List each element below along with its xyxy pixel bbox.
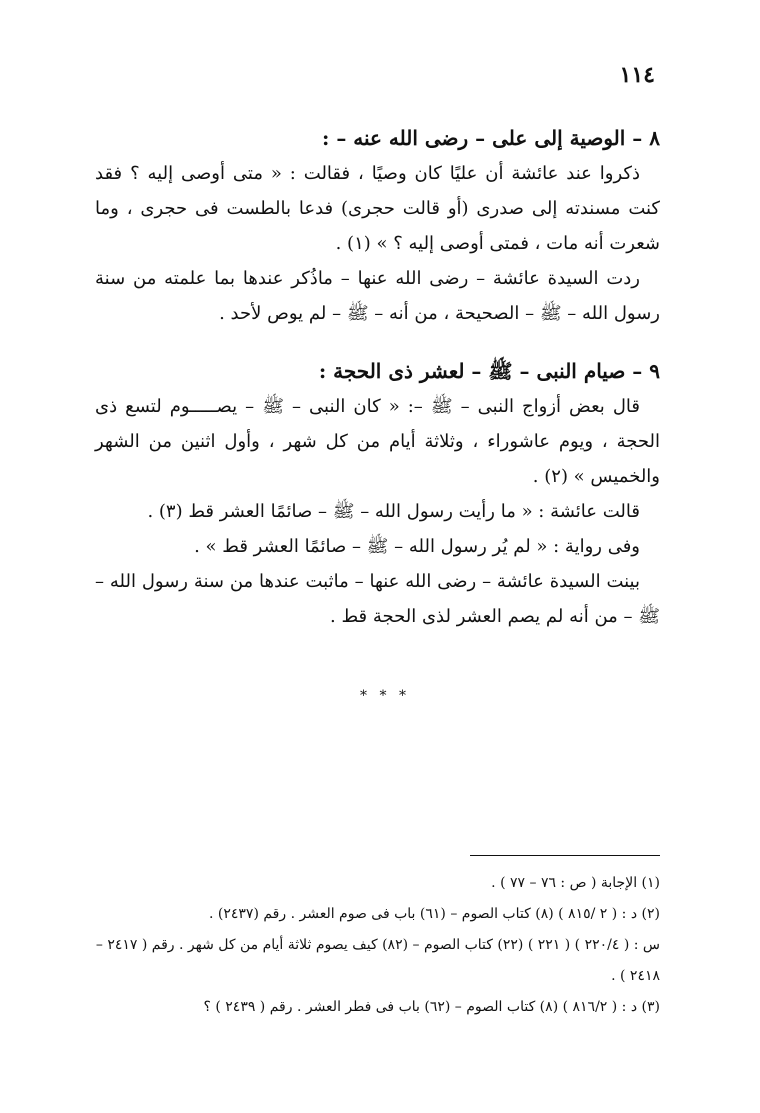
footnote-2-continued: س : ( ٢٢٠/٤ ) ( ٢٢١ ) (٢٢) كتاب الصوم – (٨٢) كيف يصوم ثلاثة أيام من كل شهر . رقم ( ٢٤١٧ – ٢٤١٨ ) . [95, 937, 660, 984]
section-9-paragraph-3: وفى رواية : « لم يُر رسول الله – ﷺ – صائمًا العشر قط » . [194, 536, 640, 557]
footnote-2: (٢) د : ( ٢ /٨١٥ ) (٨) كتاب الصوم – (٦١) باب فى صوم العشر . رقم (٢٤٣٧) . [209, 906, 660, 922]
footnotes [95, 868, 660, 1023]
section-9-paragraph-1: قال بعض أزواج النبى – ﷺ –: « كان النبى – ﷺ – يصـــــوم لتسع ذى الحجة ، ويوم عاشوراء ، وثلاثة أيام من كل شهر ، وأول اثنين من الشهر والخميس » (٢) . [95, 396, 660, 487]
page-body [95, 120, 660, 634]
section-9-heading: ٩ – صيام النبى – ﷺ – لعشر ذى الحجة : [318, 359, 660, 383]
section-8-paragraph-1: ذكروا عند عائشة أن عليًا كان وصيًا ، فقالت : « متى أوصى إليه ؟ فقد كنت مسندته إلى صدرى (أو قالت حجرى) فدعا بالطست فى حجرى ، وما شعرت أنه مات ، فمتى أوصى إليه ؟ » (١) . [95, 163, 660, 254]
page-number: ١١٤ [619, 62, 655, 88]
section-8-paragraph-2: ردت السيدة عائشة – رضى الله عنها – ماذُكر عندها بما علمته من سنة رسول الله – ﷺ – الصحيحة ، من أنه – ﷺ – لم يوص لأحد . [95, 268, 660, 324]
footnote-divider [470, 855, 660, 856]
section-separator: * * * [360, 688, 410, 704]
footnote-1: (١) الإجابة ( ص : ٧٦ – ٧٧ ) . [491, 875, 660, 891]
section-8-heading: ٨ – الوصية إلى على – رضى الله عنه – : [321, 126, 660, 150]
section-9-paragraph-2: قالت عائشة : « ما رأيت رسول الله – ﷺ – صائمًا العشر قط (٣) . [147, 501, 640, 522]
section-9-paragraph-4: بينت السيدة عائشة – رضى الله عنها – ماثبت عندها من سنة رسول الله – ﷺ – من أنه لم يصم العشر لذى الحجة قط . [95, 571, 660, 627]
footnote-3: (٣) د : ( ٨١٦/٢ ) (٨) كتاب الصوم – (٦٢) باب فى فطر العشر . رقم ( ٢٤٣٩ ) ؟ [203, 999, 660, 1015]
